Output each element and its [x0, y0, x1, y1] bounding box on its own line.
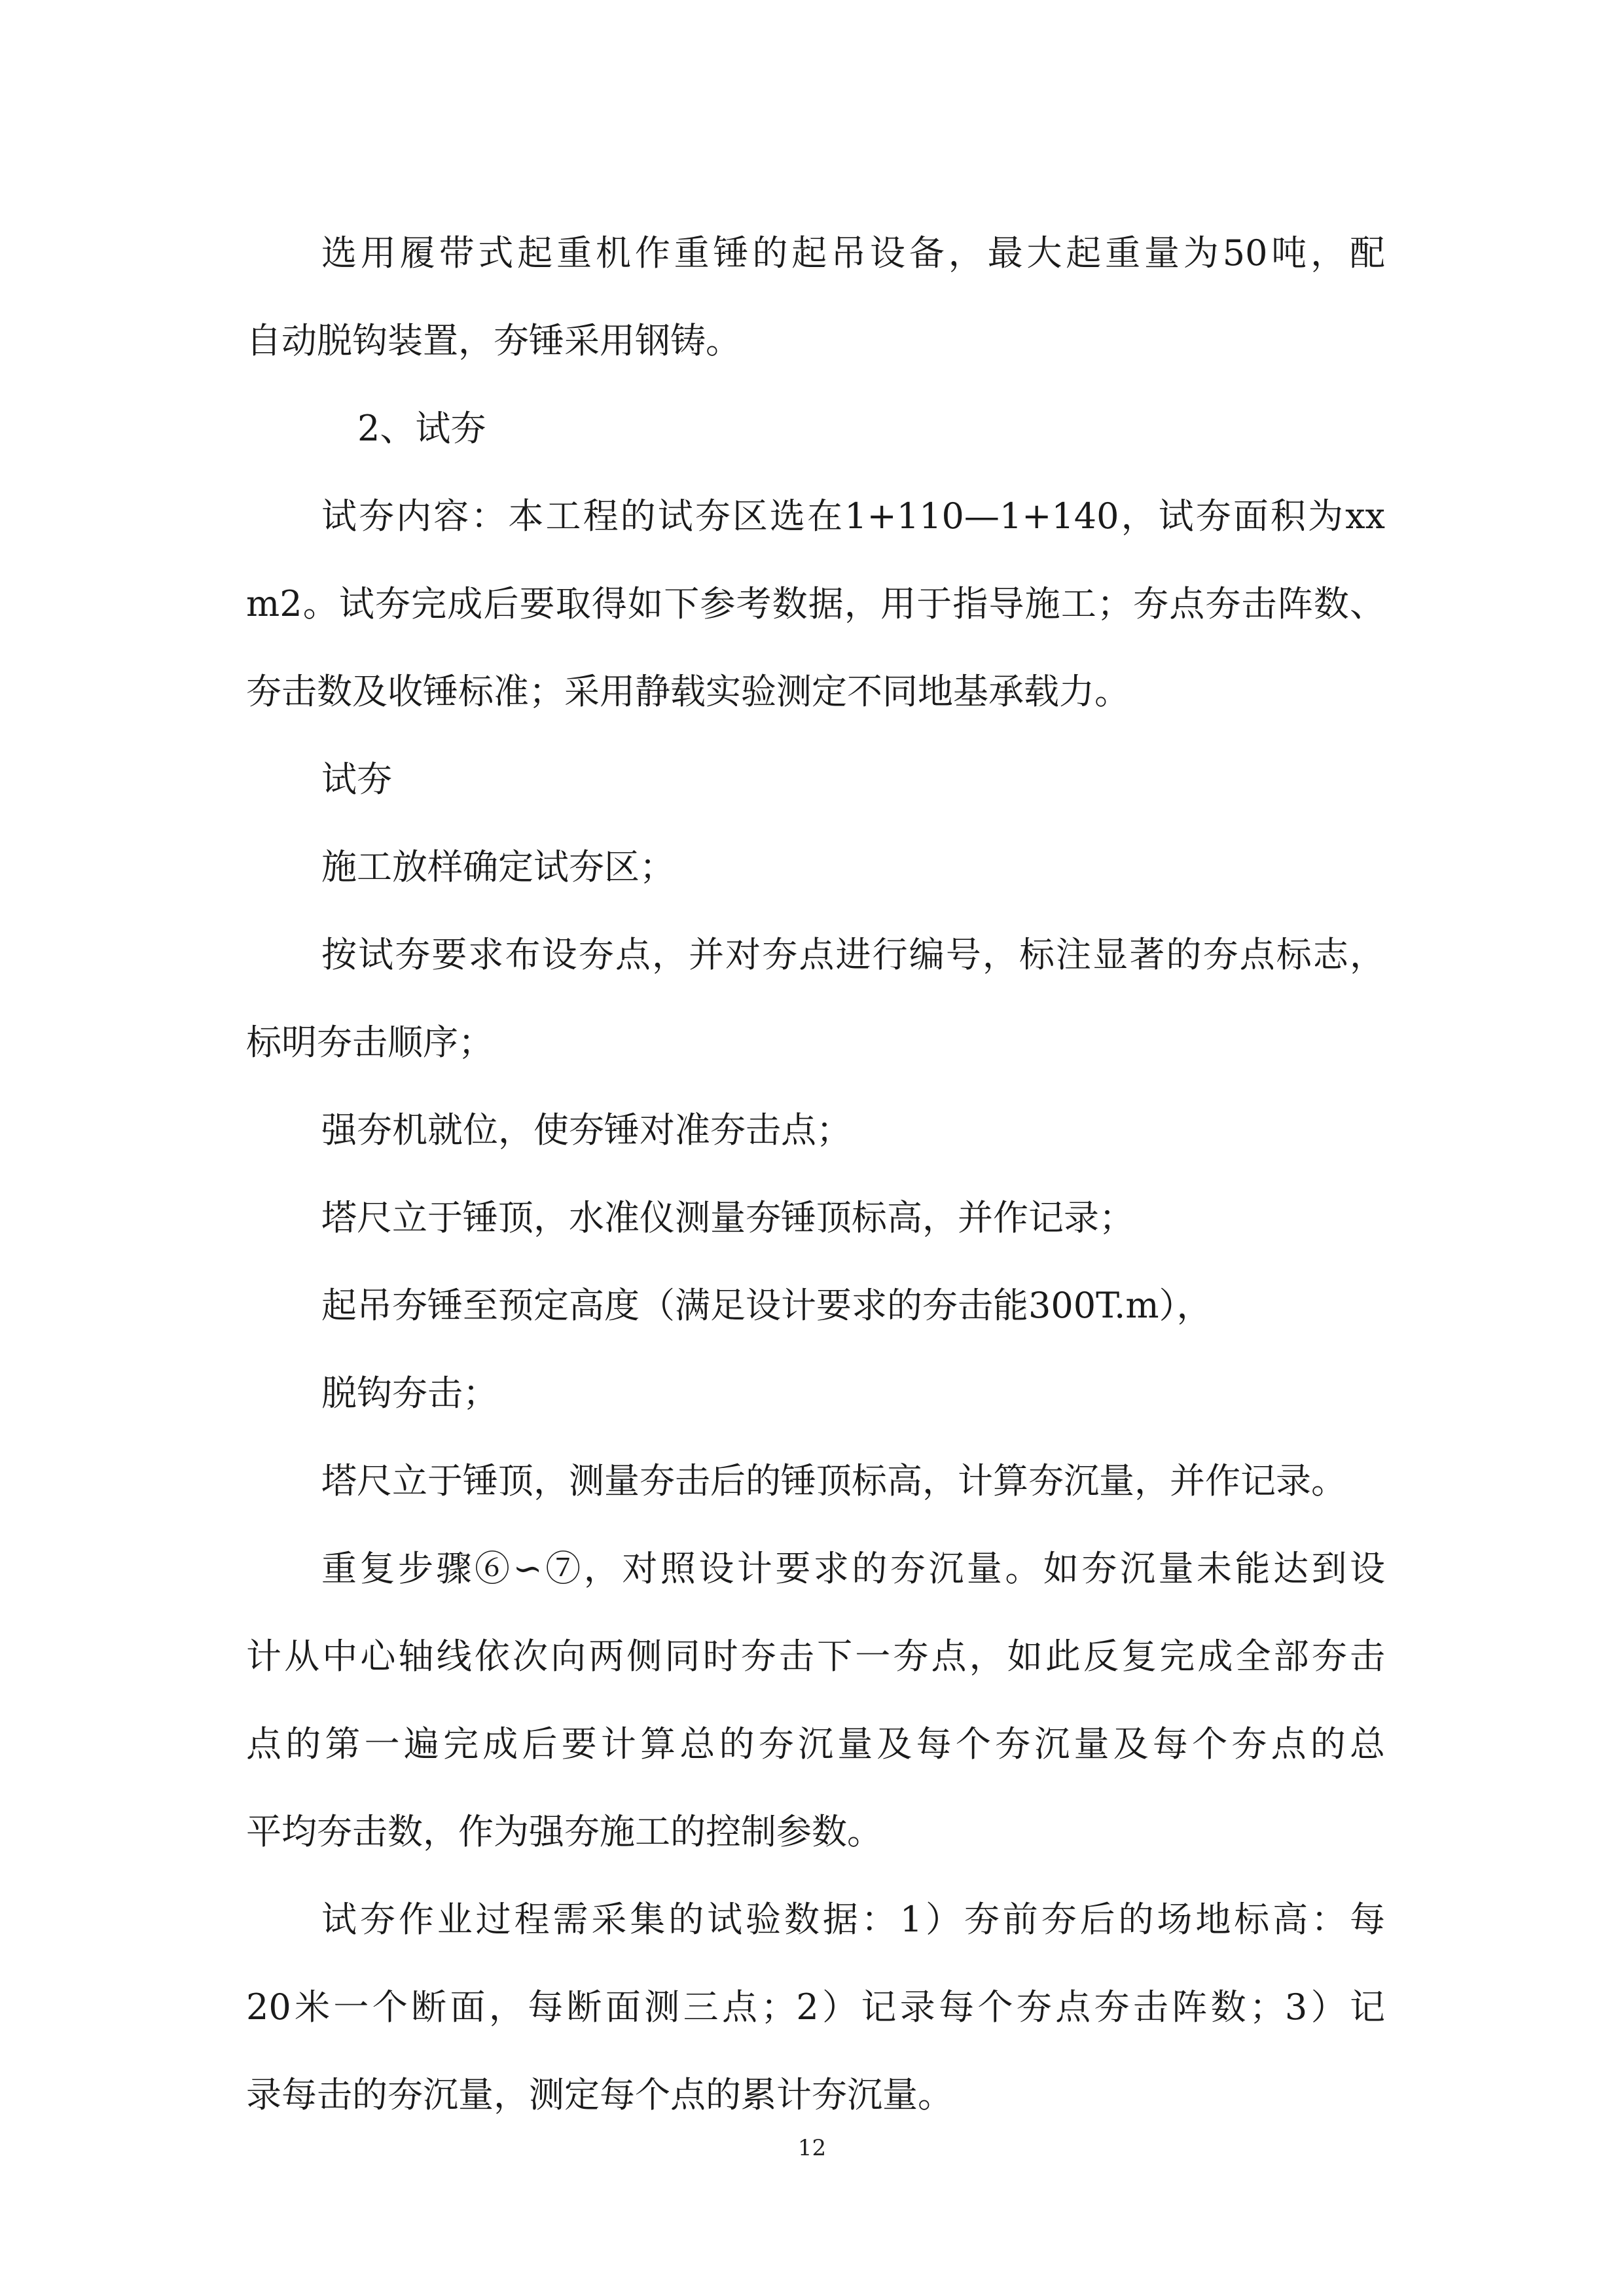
step-line: 脱钩夯击；	[321, 1372, 498, 1414]
page-number: 12	[797, 2135, 827, 2161]
paragraph-line: 试夯作业过程需采集的试验数据：1）夯前夯后的场地标高：每	[321, 1899, 1385, 1940]
paragraph-line: m2。试夯完成后要取得如下参考数据，用于指导施工；夯点夯击阵数、	[246, 583, 1385, 624]
step-line: 强夯机就位，使夯锤对准夯击点；	[321, 1109, 852, 1151]
step-line: 塔尺立于锤顶，水准仪测量夯锤顶标高，并作记录；	[321, 1197, 1134, 1238]
step-line: 标明夯击顺序；	[246, 1022, 494, 1063]
paragraph-line: 录每击的夯沉量，测定每个点的累计夯沉量。	[246, 2074, 953, 2115]
paragraph-line: 点的第一遍完成后要计算总的夯沉量及每个夯沉量及每个夯点的总	[246, 1723, 1385, 1765]
step-line: 按试夯要求布设夯点，并对夯点进行编号，标注显著的夯点标志，	[321, 934, 1385, 975]
section-heading: 2、试夯	[357, 408, 486, 449]
step-line: 起吊夯锤至预定高度（满足设计要求的夯击能300T.m），	[321, 1285, 1212, 1326]
step-line: 施工放样确定试夯区；	[321, 846, 675, 888]
paragraph-line: 重复步骤⑥∽⑦，对照设计要求的夯沉量。如夯沉量未能达到设	[321, 1548, 1385, 1589]
paragraph-line: 计从中心轴线依次向两侧同时夯击下一夯点，如此反复完成全部夯击	[246, 1636, 1385, 1677]
sub-heading: 试夯	[321, 759, 392, 800]
paragraph-line: 夯击数及收锤标准；采用静载实验测定不同地基承载力。	[246, 671, 1130, 712]
body-text	[246, 209, 1385, 2139]
paragraph-line: 自动脱钩装置，夯锤采用钢铸。	[246, 320, 741, 361]
paragraph-line: 试夯内容：本工程的试夯区选在1+110—1+140，试夯面积为xx	[321, 495, 1385, 537]
paragraph-line: 平均夯击数，作为强夯施工的控制参数。	[246, 1811, 882, 1852]
paragraph-line: 选用履带式起重机作重锤的起吊设备，最大起重量为50吨，配	[321, 232, 1385, 274]
paragraph-line: 20米一个断面，每断面测三点；2）记录每个夯点夯击阵数；3）记	[246, 1986, 1385, 2028]
step-line: 塔尺立于锤顶，测量夯击后的锤顶标高，计算夯沉量，并作记录。	[321, 1460, 1346, 1501]
